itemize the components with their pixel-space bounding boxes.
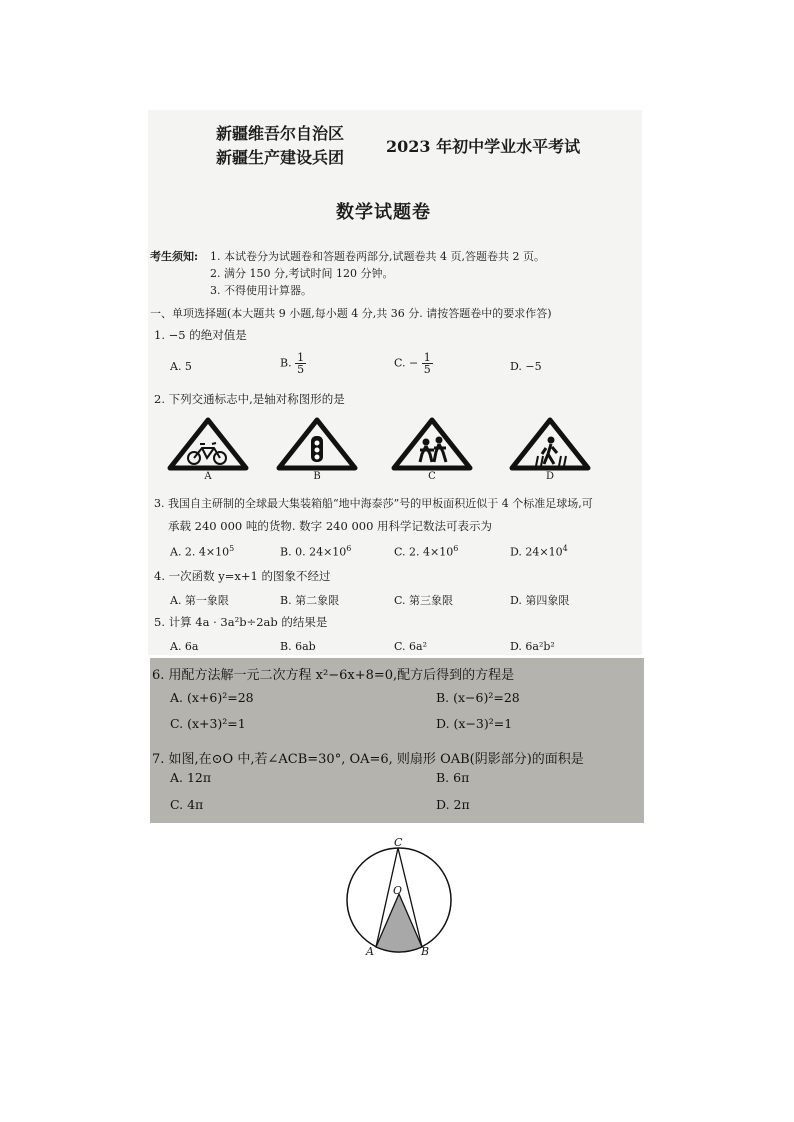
- notice-label: 考生须知:: [150, 250, 199, 263]
- q6-stem: 6. 用配方法解一元二次方程 x²−6x+8=0,配方后得到的方程是: [152, 668, 515, 683]
- q1-option-c-denominator: 5: [423, 363, 431, 376]
- q7-option-d: D. 2π: [436, 797, 470, 812]
- q5-option-b: B. 6ab: [280, 640, 316, 653]
- q3-option-d-exponent: 4: [562, 544, 568, 553]
- q7-stem: 7. 如图,在⊙O 中,若∠ACB=30°, OA=6, 则扇形 OAB(阴影部分)的面积是: [152, 752, 584, 767]
- q1-stem: 1. −5 的绝对值是: [154, 328, 247, 342]
- q1-option-b-denominator: 5: [297, 363, 305, 376]
- point-o-label: O: [393, 884, 403, 897]
- sign-a-bicycle-icon: [170, 420, 246, 468]
- sign-c-label: C: [428, 471, 436, 482]
- q1-option-b-prefix: B.: [280, 356, 292, 370]
- q3-option-c: [394, 544, 458, 559]
- q3-stem-line-2: 承载 240 000 吨的货物. 数字 240 000 用科学记数法可表示为: [168, 519, 493, 533]
- notice-item-2: 2. 满分 150 分,考试时间 120 分钟。: [210, 267, 394, 280]
- paper-title: 数学试题卷: [336, 202, 431, 223]
- q3-option-c-base: C. 2. 4×10: [394, 545, 454, 559]
- q4-option-a: A. 第一象限: [170, 594, 229, 607]
- q2-stem: 2. 下列交通标志中,是轴对称图形的是: [154, 392, 345, 406]
- q6-option-c: C. (x+3)²=1: [170, 716, 246, 731]
- q7-option-b: B. 6π: [436, 770, 470, 785]
- circle-figure: [340, 832, 460, 962]
- sign-a-label: A: [204, 471, 212, 482]
- sign-c-children-icon: [394, 420, 470, 468]
- q1-option-c-prefix: C. −: [394, 356, 419, 370]
- shaded-sector: [376, 894, 422, 952]
- q3-option-b: [280, 544, 351, 559]
- point-b-label: B: [421, 945, 430, 958]
- q7-option-a: A. 12π: [170, 770, 212, 785]
- exam-title: 2023 年初中学业水平考试: [386, 137, 581, 156]
- q1-option-c-fraction: [422, 352, 433, 375]
- section-title: 一、单项选择题(本大题共 9 小题,每小题 4 分,共 36 分. 请按答题卷中的要求作答): [150, 307, 552, 320]
- notice-item-3: 3. 不得使用计算器。: [210, 284, 312, 297]
- region-block: [216, 122, 344, 170]
- q6-option-d: D. (x−3)²=1: [436, 716, 513, 731]
- q3-option-d-base: D. 24×10: [510, 545, 563, 559]
- q5-option-c: C. 6a²: [394, 640, 427, 653]
- sign-b-traffic-light-icon: [279, 420, 355, 468]
- q3-option-a-base: A. 2. 4×10: [170, 545, 230, 559]
- q1-option-b: [280, 352, 306, 375]
- q7-option-c: C. 4π: [170, 797, 204, 812]
- q1-option-a: A. 5: [170, 360, 192, 373]
- q3-option-b-base: B. 0. 24×10: [280, 545, 347, 559]
- point-a-label: A: [366, 945, 374, 958]
- q3-stem-line-1: 3. 我国自主研制的全球最大集装箱船“地中海泰莎”号的甲板面积近似于 4 个标准足球场,可: [154, 497, 593, 510]
- q5-option-d: D. 6a²b²: [510, 640, 555, 653]
- q6-option-b: B. (x−6)²=28: [436, 690, 520, 705]
- sign-d-pedestrian-icon: [512, 420, 588, 468]
- sign-b-label: B: [313, 471, 321, 482]
- q3-option-a: [170, 544, 234, 559]
- notice-item-1: 1. 本试卷分为试题卷和答题卷两部分,试题卷共 4 页,答题卷共 2 页。: [210, 250, 545, 263]
- q3-option-d: [510, 544, 568, 559]
- q5-option-a: A. 6a: [170, 640, 199, 653]
- q4-option-c: C. 第三象限: [394, 594, 454, 607]
- q1-option-b-numerator: 1: [297, 351, 305, 364]
- q5-stem: 5. 计算 4a · 3a²b÷2ab 的结果是: [154, 615, 328, 629]
- q1-option-b-fraction: [295, 352, 306, 375]
- sign-d-label: D: [545, 471, 555, 482]
- q1-option-d: D. −5: [510, 360, 542, 373]
- region-line-1: 新疆维吾尔自治区: [216, 124, 345, 143]
- q6-option-a: A. (x+6)²=28: [170, 690, 254, 705]
- q4-option-b: B. 第二象限: [280, 594, 340, 607]
- q3-option-a-exponent: 5: [229, 544, 235, 553]
- q4-option-d: D. 第四象限: [510, 594, 570, 607]
- q3-option-c-exponent: 6: [453, 544, 459, 553]
- q1-option-c: [394, 352, 433, 375]
- region-line-2: 新疆生产建设兵团: [216, 148, 345, 167]
- q1-option-c-numerator: 1: [423, 351, 431, 364]
- q4-stem: 4. 一次函数 y=x+1 的图象不经过: [154, 569, 331, 583]
- q3-option-b-exponent: 6: [346, 544, 352, 553]
- point-c-label: C: [394, 836, 403, 849]
